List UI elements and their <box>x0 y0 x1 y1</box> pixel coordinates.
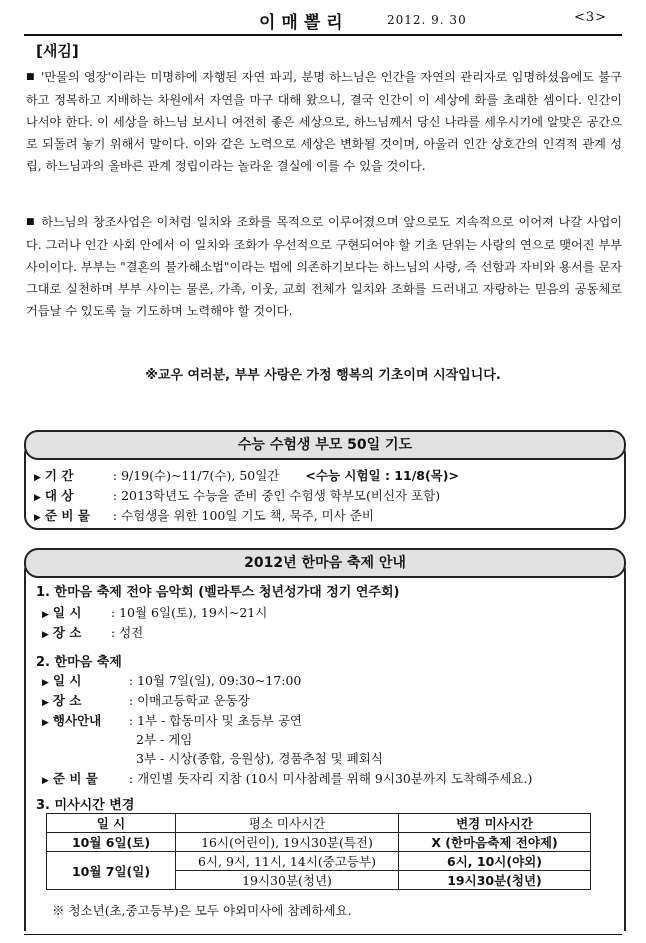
item1-date-row: ▶ 일 시 : 10월 6일(토), 19시~21시 <box>42 605 268 620</box>
mass-schedule-table <box>46 813 591 890</box>
suneung-target-row <box>34 486 440 504</box>
triangle-bullet-icon: ▶ <box>42 630 49 640</box>
page-header <box>24 4 622 36</box>
target-label: 대 상 <box>44 488 74 503</box>
row2-regular-b: 19시30분(청년) <box>176 871 399 890</box>
item2-prep-row: ▶ 준 비 물 : 개인별 돗자리 지참 (10시 미사참례를 위해 9시30분까지 도착해주세요.) <box>42 771 533 786</box>
festival-box <box>24 557 626 931</box>
suneung-period-row <box>34 466 459 484</box>
paragraph-2-text: 하느님의 창조사업은 이처럼 일치와 조화를 목적으로 이루어졌으며 앞으로도 지속적으로 이어져 나갈 사업이다. 그러나 인간 사회 안에서 이 일치와 조화가 우선적으로 구현되어야 할 기초 단위는 사랑의 연으로 맺어진 부부 사이이다. 부부는 "결혼의 불가해소법"이라는 법에 의존하기보다는 하느님의 사랑, 즉 선함과 자비와 용서를 문자 그대로 실천하며 부부 사이는 물론, 가족, 이웃, 교회 전체가 일치와 조화를 드러내고 자랑하는 믿음의 공동체로 거듭날 수 있도록 늘 기도하며 노력해야 할 것이다. <box>26 215 622 319</box>
table-row <box>47 833 591 852</box>
item1-place-row: ▶ 장 소 : 성전 <box>42 625 144 640</box>
paragraph-1-text: '만물의 영장'이라는 미명하에 자행된 자연 파괴, 분명 하느님은 인간을 자연의 관리자로 임명하셨음에도 불구하고 정복하고 지배하는 차원에서 자연을 마구 대해 왔으니, 결국 인간이 이 세상에 화를 초래한 셈이다. 인간이 나서야 한다. 이 세상을 하느님 보시니 여전히 좋은 세상으로, 하느님께서 당신 나라를 세우시기에 알맞은 공간으로 되돌려 놓기 위해서 말이다. 이와 같은 노력으로 세상은 변화될 것이며, 아울러 인간 상호간의 인격적 관계 성립, 하느님과의 올바른 관계 정립이라는 놀라운 결실에 이를 수 있을 것이다. <box>26 70 622 174</box>
row2-regular-a: 6시, 9시, 11시, 14시(중고등부) <box>176 852 399 871</box>
target-value: : 2013학년도 수능을 준비 중인 수험생 학부모(비신자 포함) <box>112 488 441 503</box>
square-bullet-icon: ■ <box>26 72 35 83</box>
triangle-bullet-icon: ▶ <box>42 776 49 786</box>
period-label: 기 간 <box>44 468 74 483</box>
prep-label: 준 비 물 <box>44 508 90 523</box>
row2-changed-a: 6시, 10시(야외) <box>399 852 591 871</box>
paragraph-2 <box>26 211 622 322</box>
suneung-prep-row <box>34 506 374 524</box>
triangle-bullet-icon: ▶ <box>42 610 49 620</box>
closing-statement: ※교우 여러분, 부부 사랑은 가정 행복의 기초이며 시작입니다. <box>145 368 501 383</box>
exam-date: <수능 시험일 : 11/8(목)> <box>305 468 459 483</box>
section-label: [새김] <box>36 42 79 60</box>
paragraph-1 <box>26 66 622 177</box>
bulletin-title: 이매뽈리 <box>259 13 349 33</box>
bottom-divider <box>24 934 622 935</box>
youth-note: ※ 청소년(초,중고등부)은 모두 야외미사에 참례하세요. <box>52 903 352 918</box>
suneung-prayer-box <box>24 437 626 530</box>
festival-box-title: 2012년 한마음 축제 안내 <box>24 548 626 578</box>
suneung-box-title: 수능 수험생 부모 50일 기도 <box>24 430 626 460</box>
triangle-bullet-icon: ▶ <box>42 678 49 688</box>
row1-changed: X (한마음축제 전야제) <box>399 833 591 852</box>
triangle-bullet-icon: ▶ <box>34 473 41 483</box>
header-changed: 변경 미사시간 <box>399 814 591 833</box>
triangle-bullet-icon: ▶ <box>34 513 41 523</box>
row1-regular: 16시(어린이), 19시30분(특전) <box>176 833 399 852</box>
item2-event-row: ▶ 행사안내 : 1부 - 합동미사 및 초등부 공연 <box>42 713 302 728</box>
item2-place-row: ▶ 장 소 : 이매고등학교 운동장 <box>42 693 250 708</box>
bulletin-date: 2012. 9. 30 <box>387 13 467 27</box>
page-number: <3> <box>574 10 608 25</box>
item3-title: 3. 미사시간 변경 <box>36 798 135 813</box>
triangle-bullet-icon: ▶ <box>42 718 49 728</box>
header-date: 일 시 <box>47 814 176 833</box>
period-value: : 9/19(수)~11/7(수), 50일간 <box>112 468 280 483</box>
prep-value: : 수험생을 위한 100일 기도 책, 묵주, 미사 준비 <box>112 508 374 523</box>
table-row <box>47 852 591 871</box>
header-regular: 평소 미사시간 <box>176 814 399 833</box>
item1-title: 1. 한마음 축제 전야 음악회 (벨라투스 청년성가대 정기 연주회) <box>36 585 400 600</box>
table-header-row <box>47 814 591 833</box>
item2-event-3: 3부 - 시상(종합, 응원상), 경품추첨 및 폐회식 <box>136 751 383 766</box>
row2-changed-b: 19시30분(청년) <box>399 871 591 890</box>
triangle-bullet-icon: ▶ <box>42 698 49 708</box>
item2-date-row: ▶ 일 시 : 10월 7일(일), 09:30~17:00 <box>42 673 302 688</box>
row1-date: 10월 6일(토) <box>47 833 176 852</box>
row2-date: 10월 7일(일) <box>47 852 176 890</box>
item2-title: 2. 한마음 축제 <box>36 655 122 670</box>
triangle-bullet-icon: ▶ <box>34 493 41 503</box>
square-bullet-icon: ■ <box>26 217 36 228</box>
item2-event-2: 2부 - 게임 <box>136 732 193 747</box>
